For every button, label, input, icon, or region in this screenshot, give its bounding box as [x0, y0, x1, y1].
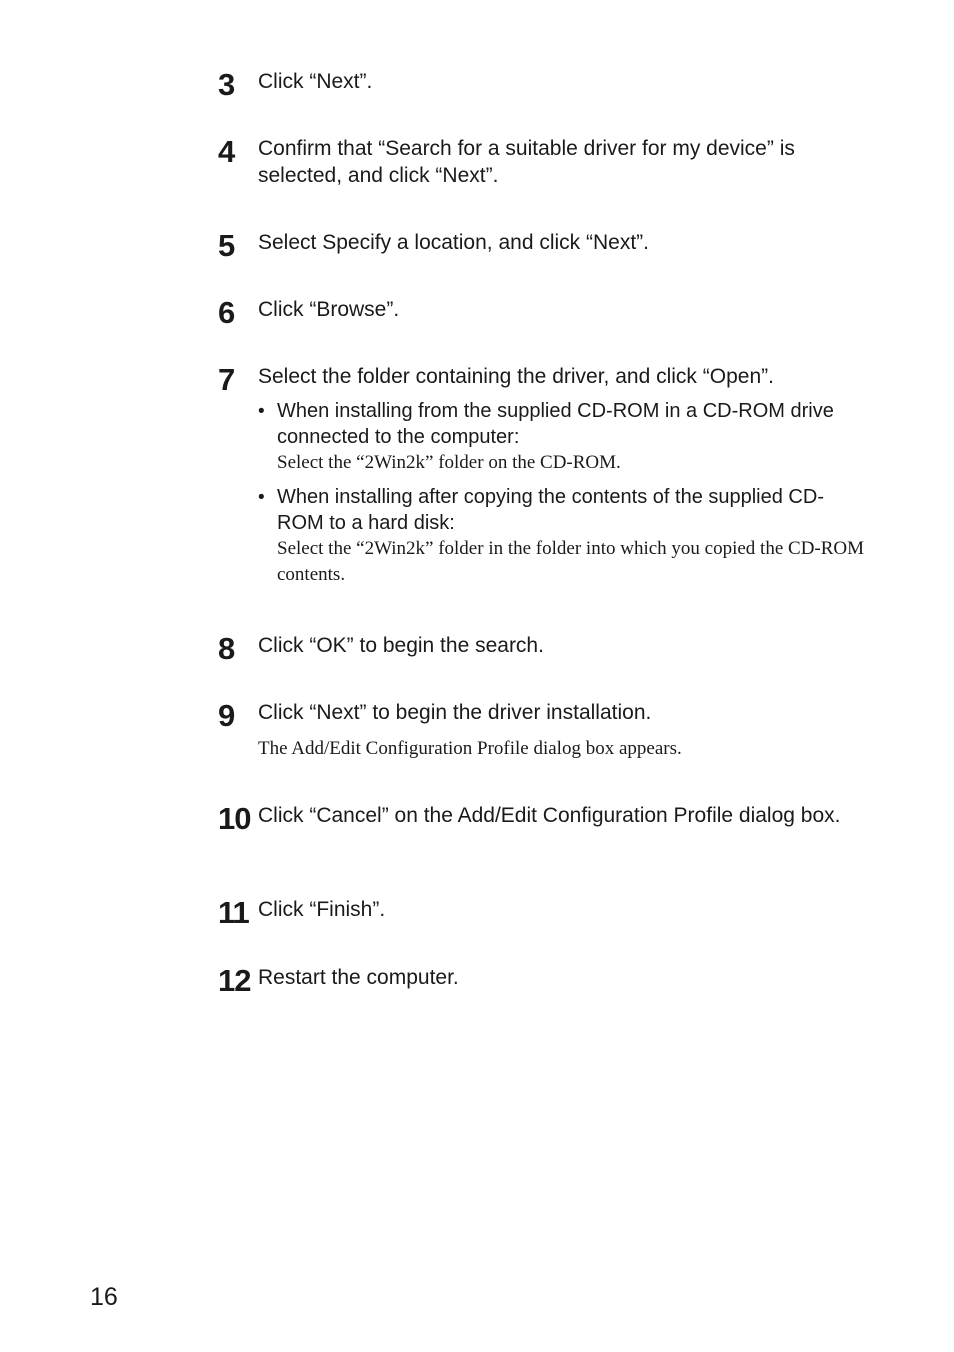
step-text: Click “Finish”.: [258, 898, 386, 921]
bullet-detail: Select the “2Win2k” folder on the CD-ROM.: [277, 452, 621, 473]
step-number: 8: [218, 631, 235, 666]
step-text: Click “Next” to begin the driver installation.: [258, 701, 652, 724]
bullet-icon: •: [258, 401, 265, 422]
step-number: 9: [218, 698, 235, 733]
bullet-detail: Select the “2Win2k” folder in the folder into which you copied the CD-ROM contents.: [277, 538, 865, 585]
bullet-item: [258, 484, 870, 588]
bullet-label: When installing from the supplied CD-ROM in a CD-ROM drive connected to the computer:: [277, 400, 834, 448]
step-number: 6: [218, 295, 235, 330]
bullet-item: [258, 398, 870, 476]
step-text: Restart the computer.: [258, 966, 459, 989]
step-number: 3: [218, 67, 235, 102]
step-9-body: [258, 699, 870, 762]
bullet-label: When installing after copying the contents of the supplied CD-ROM to a hard disk:: [277, 486, 824, 534]
step-text: Click “Browse”.: [258, 298, 400, 321]
step-7-body: [258, 363, 870, 588]
step-number: 10: [218, 801, 251, 836]
step-text: Confirm that “Search for a suitable driver for my device” is selected, and click “Next”.: [258, 137, 795, 187]
step-text: Click “Cancel” on the Add/Edit Configuration Profile dialog box.: [258, 804, 841, 827]
page-number: 16: [90, 1283, 118, 1311]
step-number: 12: [218, 963, 251, 998]
step-text: Select Specify a location, and click “Next”.: [258, 231, 650, 254]
step-text: Click “OK” to begin the search.: [258, 634, 544, 657]
bullet-icon: •: [258, 487, 265, 508]
step-text: Select the folder containing the driver, and click “Open”.: [258, 365, 774, 388]
step-number: 7: [218, 362, 235, 397]
step-number: 5: [218, 228, 235, 263]
step-number: 11: [218, 895, 249, 930]
step-number: 4: [218, 134, 235, 169]
step-note: The Add/Edit Configuration Profile dialog box appears.: [258, 738, 682, 759]
step-text: Click “Next”.: [258, 70, 373, 93]
